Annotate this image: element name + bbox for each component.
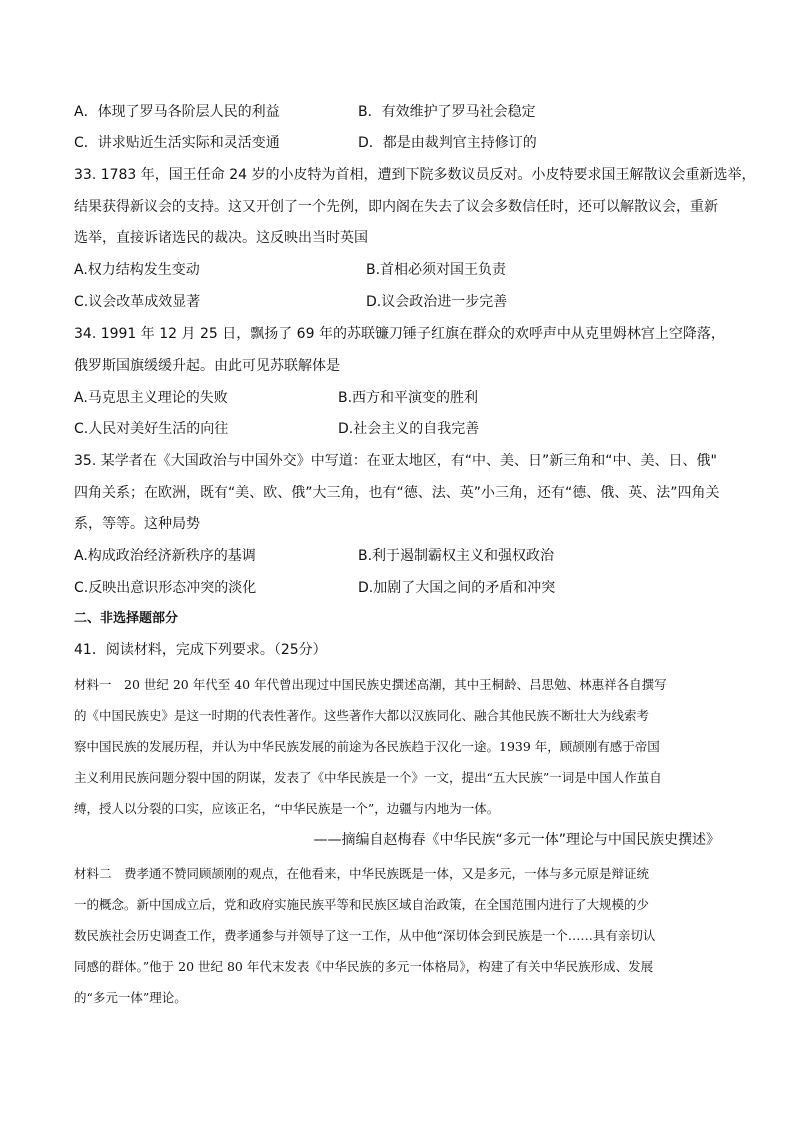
- q33-option-a[interactable]: A.权力结构发生变动: [74, 262, 200, 278]
- q33-stem-line: 结果获得新议会的支持。这又开创了一个先例，即内阁在失去了议会多数信任时，还可以解散议会，重新: [74, 199, 718, 215]
- section-heading: 二、非选择题部分: [74, 611, 179, 626]
- material-one-line: 察中国民族的发展历程，并认为中华民族发展的前途为各民族趋于汉化一途。1939 年，顾颉刚有感于帝国: [74, 739, 660, 754]
- q41-prompt: 41．阅读材料，完成下列要求。（25分）: [74, 642, 327, 658]
- q32-option-d[interactable]: D．都是由裁判官主持修订的: [358, 135, 537, 151]
- material-one-line: 缚，授人以分裂的口实，应该正名，“中华民族是一个”，边疆与内地为一体。: [74, 801, 500, 816]
- q34-option-d[interactable]: D.社会主义的自我完善: [338, 421, 480, 437]
- q33-option-c[interactable]: C.议会改革成效显著: [74, 294, 201, 310]
- material-two-line: 的“多元一体”理论。: [74, 990, 187, 1005]
- material-one-line: 材料一 20 世纪 20 年代至 40 年代曾出现过中国民族史撰述高潮，其中王桐龄、吕思勉、林惠祥各自撰写: [74, 677, 667, 692]
- q33-option-d[interactable]: D.议会政治进一步完善: [366, 294, 508, 310]
- material-one-line: 主义利用民族问题分裂中国的阴谋，发表了《中华民族是一个》一文，提出“五大民族”一词是中国人作茧自: [74, 770, 662, 785]
- q35-option-d[interactable]: D.加剧了大国之间的矛盾和冲突: [358, 580, 556, 596]
- material-two-line: 数民族社会历史调查工作，费孝通参与并领导了这一工作，从中他“深切体会到民族是一个……具有亲切认: [74, 928, 656, 943]
- q35-option-c[interactable]: C.反映出意识形态冲突的淡化: [74, 580, 257, 596]
- q34-stem-line: 34. 1991 年 12 月 25 日，飘扬了 69 年的苏联镰刀锤子红旗在群众的欢呼声中从克里姆林宫上空降落，: [74, 326, 725, 342]
- material-one-source: ——摘编自赵梅春《中华民族“多元一体”理论与中国民族史撰述》: [313, 832, 720, 848]
- q35-option-b[interactable]: B.利于遏制霸权主义和强权政治: [358, 548, 555, 564]
- q33-stem-line: 33. 1783 年，国王任命 24 岁的小皮特为首相，遭到下院多数议员反对。小皮特要求国王解散议会重新选举，: [74, 167, 756, 183]
- q35-stem-line: 35. 某学者在《大国政治与中国外交》中写道：在亚太地区，有“中、美、日”新三角和“中、美、日、俄": [74, 453, 717, 469]
- q34-option-c[interactable]: C.人民对美好生活的向往: [74, 421, 229, 437]
- material-two-line: 一的概念。新中国成立后，党和政府实施民族平等和民族区域自治政策，在全国范围内进行了大规模的少: [74, 897, 650, 912]
- material-two-line: 同感的群体。”他于 20 世纪 80 年代末发表《中华民族的多元一体格局》，构建了有关中华民族形成、发展: [74, 959, 654, 974]
- q34-stem-line: 俄罗斯国旗缓缓升起。由此可见苏联解体是: [74, 358, 340, 374]
- q32-option-c[interactable]: C．讲求贴近生活实际和灵活变通: [74, 135, 280, 151]
- q33-option-b[interactable]: B.首相必须对国王负责: [366, 262, 507, 278]
- q35-stem-line: 系，等等。这种局势: [74, 516, 200, 532]
- q34-option-a[interactable]: A.马克思主义理论的失败: [74, 390, 228, 406]
- q32-option-a[interactable]: A．体现了罗马各阶层人民的利益: [74, 104, 280, 120]
- material-two-line: 材料二 费孝通不赞同顾颉刚的观点，在他看来，中华民族既是一体，又是多元，一体与多元原是辩证统: [74, 866, 650, 881]
- q35-option-a[interactable]: A.构成政治经济新秩序的基调: [74, 548, 256, 564]
- q33-stem-line: 选举，直接诉诸选民的裁决。这反映出当时英国: [74, 230, 368, 246]
- q35-stem-line: 四角关系；在欧洲，既有“美、欧、俄”大三角，也有“德、法、英”小三角，还有“德、俄、英、法”四角关: [74, 485, 720, 501]
- q34-option-b[interactable]: B.西方和平演变的胜利: [338, 390, 479, 406]
- q32-option-b[interactable]: B．有效维护了罗马社会稳定: [358, 104, 536, 120]
- material-one-line: 的《中国民族史》是这一时期的代表性著作。这些著作大都以汉族同化、融合其他民族不断壮大为线索考: [74, 708, 650, 723]
